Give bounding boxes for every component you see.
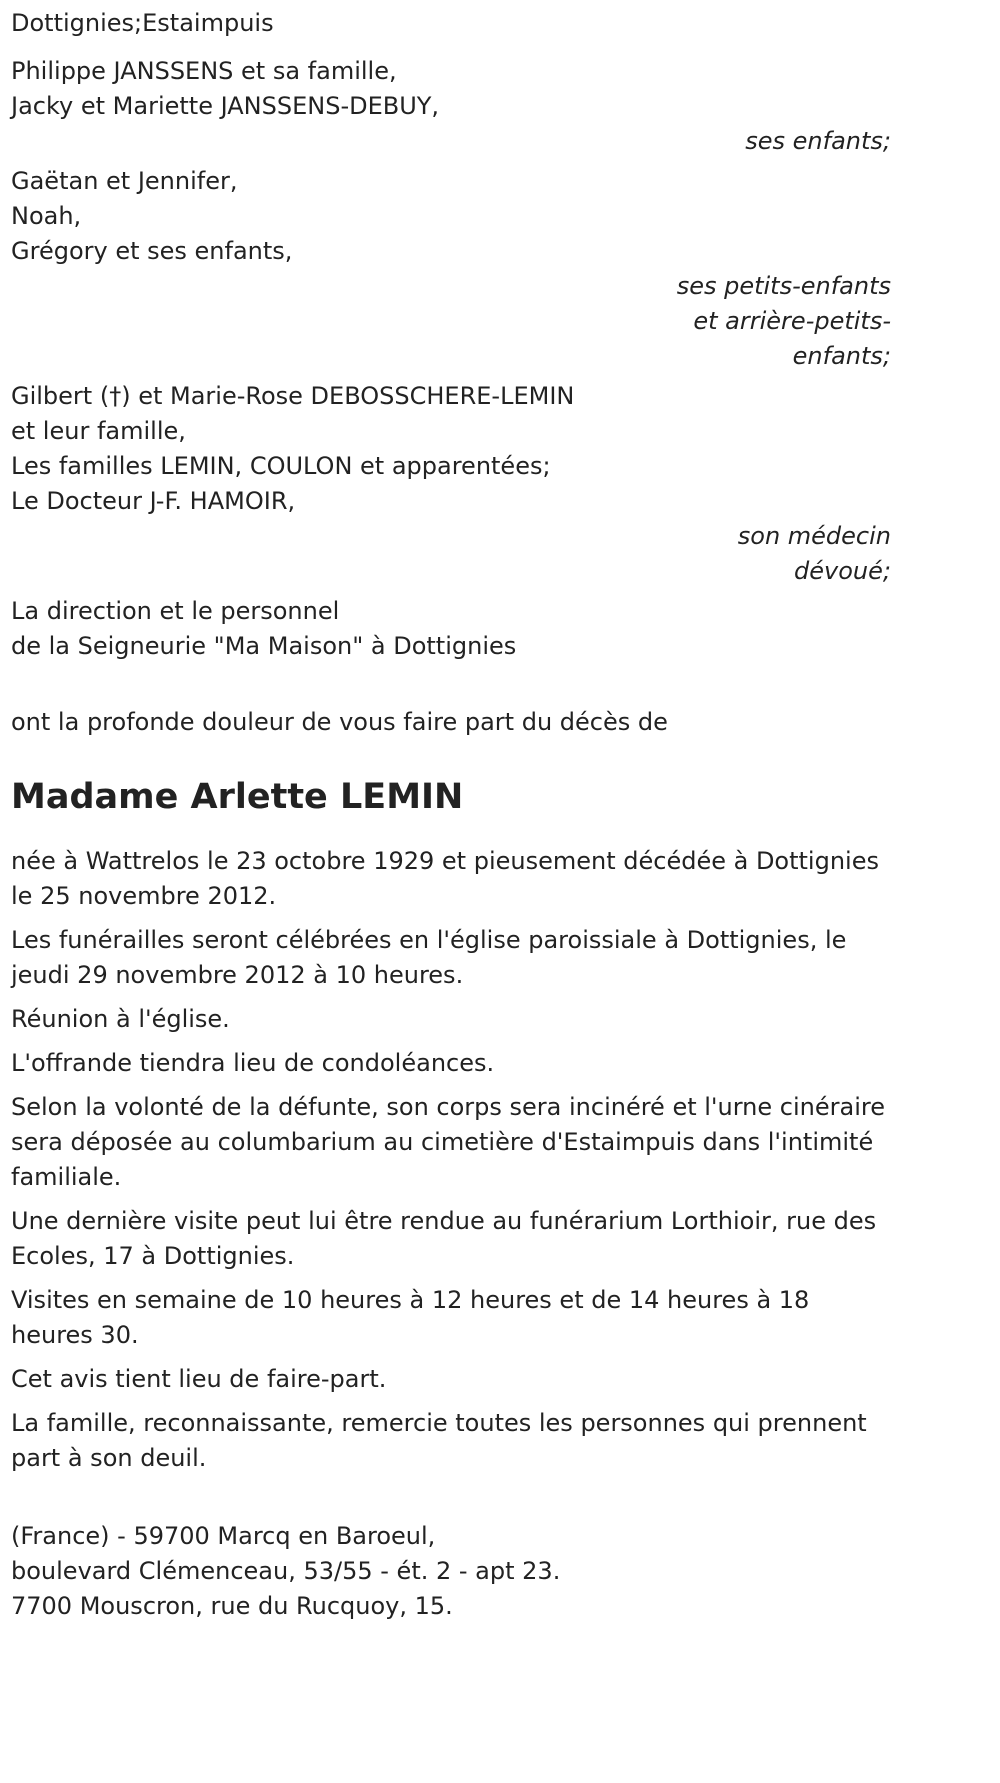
places-header: Dottignies;Estaimpuis — [11, 9, 274, 37]
detail-paragraph: L'offrande tiendra lieu de condoléances. — [11, 1049, 495, 1077]
grandchildren-role-line: ses petits-enfants — [676, 272, 891, 300]
details-section — [11, 844, 901, 1476]
relatives-line: Les familles LEMIN, COULON et apparentées; — [11, 452, 551, 480]
relatives-block — [11, 379, 901, 589]
doctor-role-line: son médecin — [737, 522, 891, 550]
detail-paragraph: Réunion à l'église. — [11, 1005, 230, 1033]
grandchildren-name-line: Grégory et ses enfants, — [11, 237, 293, 265]
children-role: ses enfants; — [745, 127, 891, 155]
children-name-line: Philippe JANSSENS et sa famille, — [11, 57, 397, 85]
relatives-line: Le Docteur J-F. HAMOIR, — [11, 487, 296, 515]
announcement-text: ont la profonde douleur de vous faire part du décès de — [11, 708, 668, 736]
detail-paragraph: Cet avis tient lieu de faire-part. — [11, 1365, 387, 1393]
addresses-block — [11, 1519, 901, 1624]
detail-paragraph: Les funérailles seront célébrées en l'église paroissiale à Dottignies, le jeudi 29 novembre 2012 à 10 heures. — [11, 926, 847, 989]
deceased-name: Madame Arlette LEMIN — [11, 777, 464, 817]
staff-line: La direction et le personnel — [11, 597, 340, 625]
grandchildren-block — [11, 164, 901, 374]
doctor-role-line: dévoué; — [794, 557, 891, 585]
grandchildren-name-line: Gaëtan et Jennifer, — [11, 167, 238, 195]
detail-paragraph: née à Wattrelos le 23 octobre 1929 et pieusement décédée à Dottignies le 25 novembre 2012. — [11, 847, 879, 910]
address-line: boulevard Clémenceau, 53/55 - ét. 2 - apt 23. — [11, 1557, 561, 1585]
relatives-line: et leur famille, — [11, 417, 186, 445]
detail-paragraph: Visites en semaine de 10 heures à 12 heures et de 14 heures à 18 heures 30. — [11, 1286, 810, 1349]
grandchildren-role-line: enfants; — [792, 342, 891, 370]
staff-block — [11, 594, 901, 664]
address-line: 7700 Mouscron, rue du Rucquoy, 15. — [11, 1592, 453, 1620]
staff-line: de la Seigneurie "Ma Maison" à Dottignies — [11, 632, 517, 660]
detail-paragraph: Selon la volonté de la défunte, son corps sera inciné​ré et l'urne cinéraire sera déposée au columbarium au cimetière d'Estaimpuis dans l'intimité familiale. — [11, 1093, 885, 1191]
grandchildren-name-line: Noah, — [11, 202, 82, 230]
detail-paragraph: La famille, reconnaissante, remercie toutes les personnes qui prennent part à son deuil. — [11, 1409, 867, 1472]
detail-paragraph: Une dernière visite peut lui être rendue au funérarium Lorthioir, rue des Ecoles, 17 à Dottignies. — [11, 1207, 877, 1270]
children-block — [11, 54, 901, 159]
address-line: (France) - 59700 Marcq en Baroeul, — [11, 1522, 436, 1550]
grandchildren-role-line: et arrière-petits- — [693, 307, 891, 335]
children-name-line: Jacky et Mariette JANSSENS-DEBUY, — [11, 92, 440, 120]
relatives-line: Gilbert (†) et Marie-Rose DEBOSSCHERE-LEMIN — [11, 382, 575, 410]
